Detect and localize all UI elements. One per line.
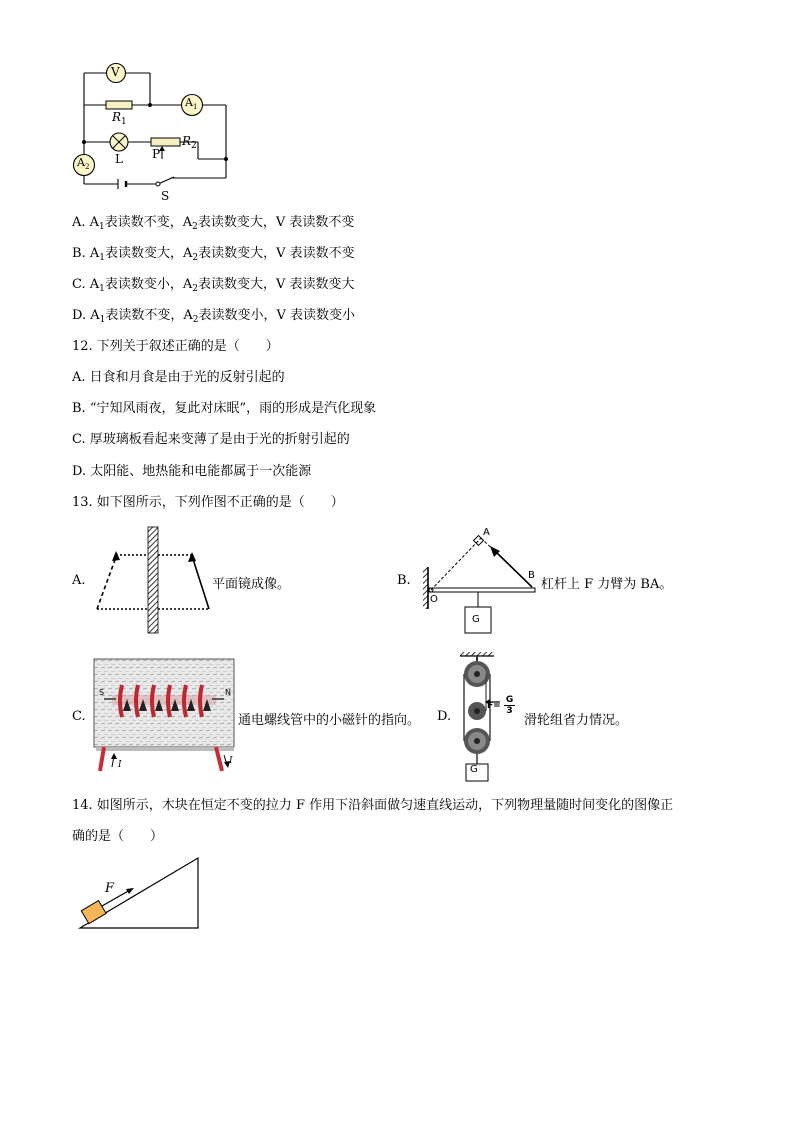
solenoid-current-right: I	[229, 756, 233, 766]
pulley-weight-label: G	[470, 764, 478, 775]
q11-option-c: C. $A_1$表读数变小，$A_2$表读数变大，V 表读数变大	[72, 277, 355, 294]
q13-c-letter: C.	[72, 709, 86, 724]
q12-stem: 12. 下列关于叙述正确的是（ ）	[72, 339, 279, 354]
lever-weight-label: G	[472, 614, 480, 625]
plane-mirror-diagram	[92, 525, 232, 635]
q13-a-text: 平面镜成像。	[212, 577, 291, 592]
resistor-r1	[106, 101, 132, 109]
ammeter-a2-label: $A_2$	[77, 156, 90, 171]
resistor-r2	[151, 138, 180, 146]
q12-option-b: B. “宁知风雨夜，复此对床眠”，雨的形成是汽化现象	[72, 401, 377, 416]
voltmeter-label: V	[111, 65, 120, 79]
q11-option-d: D. $A_1$表读数不变，$A_2$表读数变小，V 表读数变小	[72, 308, 356, 325]
q13-stem: 13. 如下图所示，下列作图不正确的是（ ）	[72, 495, 344, 510]
q13-b-letter: B.	[397, 573, 411, 588]
incline-diagram	[72, 854, 212, 934]
lever-point-b: B	[528, 570, 535, 581]
ammeter-a1-label: $A_1$	[185, 96, 198, 111]
solenoid-pole-s: S	[99, 688, 105, 697]
switch-label: S	[161, 189, 170, 203]
solenoid-current-left: I	[118, 760, 122, 770]
q12-option-a: A. 日食和月食是由于光的反射引起的	[72, 370, 285, 385]
q14-stem-line1: 14. 如图所示，木块在恒定不变的拉力 F 作用下沿斜面做匀速直线运动，下列物理量随时间变化的图像正	[72, 798, 674, 813]
q13-c-text: 通电螺线管中的小磁针的指向。	[238, 713, 421, 728]
circuit-diagram	[0, 0, 794, 210]
solenoid-photo	[94, 659, 236, 771]
lever-diagram	[415, 523, 545, 638]
pulley-force-formula: F= $\frac{G}{3}$	[487, 695, 514, 716]
slider-p-label: P	[152, 147, 161, 161]
lever-point-o: O	[430, 594, 438, 605]
q13-a-letter: A.	[72, 573, 86, 588]
lamp-label: L	[115, 152, 123, 166]
r2-label: $R_2$	[182, 134, 197, 151]
incline-force-label: F	[105, 881, 115, 896]
q13-d-letter: D.	[437, 709, 452, 724]
q12-option-d: D. 太阳能、地热能和电能都属于一次能源	[72, 464, 312, 479]
lever-point-a: A	[483, 527, 490, 538]
q12-option-c: C. 厚玻璃板看起来变薄了是由于光的折射引起的	[72, 432, 350, 447]
q11-option-b: B. $A_1$表读数变大，$A_2$表读数变大，V 表读数不变	[72, 246, 355, 263]
solenoid-pole-n: N	[225, 688, 231, 697]
q13-b-text: 杠杆上 F 力臂为 BA。	[541, 577, 673, 592]
q13-d-text: 滑轮组省力情况。	[524, 713, 629, 728]
r1-label: $R_1$	[112, 110, 127, 127]
q11-option-a: A. $A_1$表读数不变，$A_2$表读数变大，V 表读数不变	[72, 215, 355, 232]
q14-stem-line2: 确的是（ ）	[72, 829, 164, 844]
pulley-diagram	[452, 652, 532, 782]
